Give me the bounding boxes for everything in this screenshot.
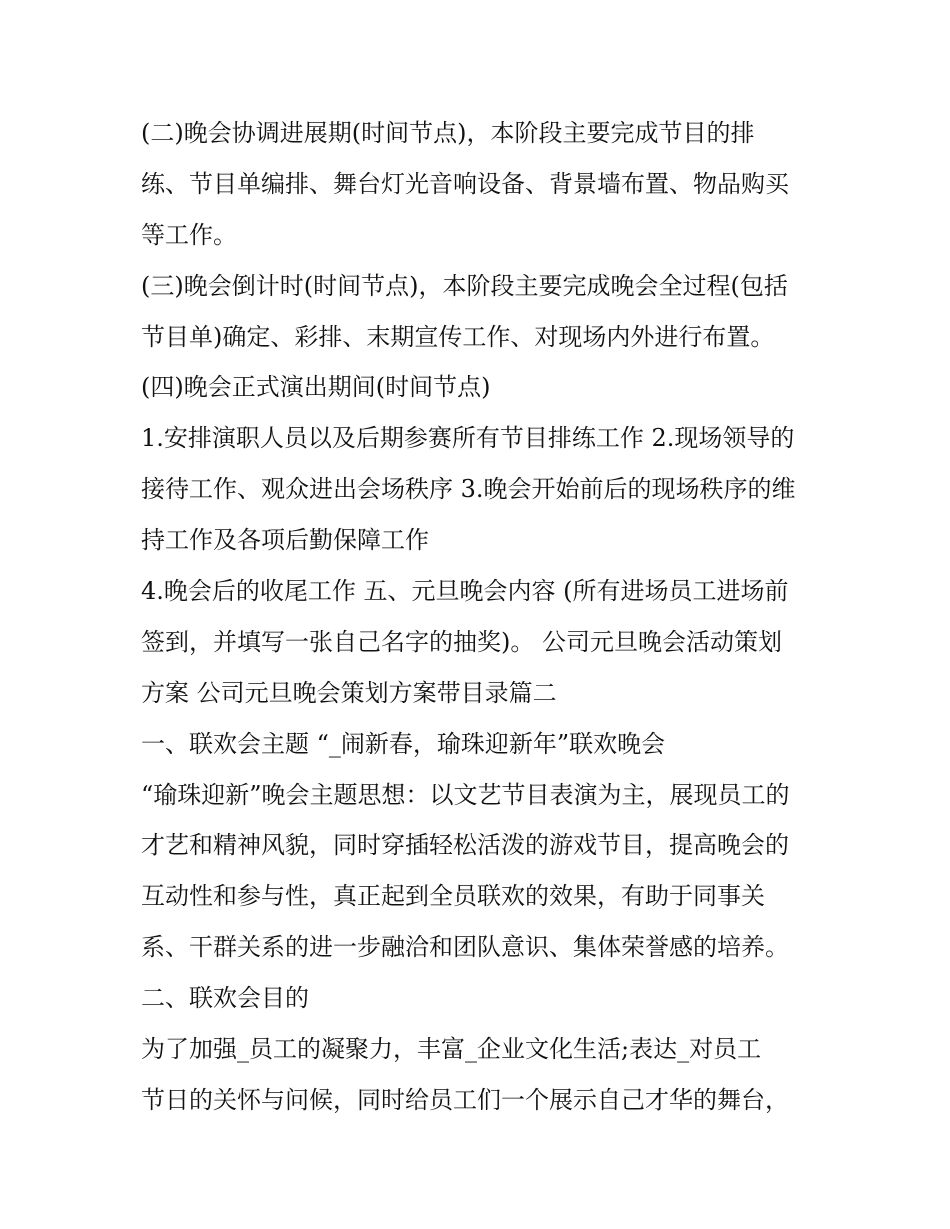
text-line: 等工作。 (141, 220, 237, 249)
text-line: 系、干群关系的进一步融洽和团队意识、集体荣誉感的培养。 (141, 933, 789, 962)
text-line: 持工作及各项后勤保障工作 (141, 526, 429, 555)
text-line: (三)晚会倒计时(时间节点)，本阶段主要完成晚会全过程(包括 (141, 271, 788, 300)
text-line: 1.安排演职人员以及后期参赛所有节目排练工作 2.现场领导的 (141, 424, 795, 453)
text-line: (二)晚会协调进展期(时间节点)，本阶段主要完成节目的排 (141, 119, 755, 147)
text-line: “瑜珠迎新”晚会主题思想：以文艺节目表演为主，展现员工的 (141, 780, 790, 809)
text-line: 节日的关怀与问候，同时给员工们一个展示自己才华的舞台， (141, 1085, 789, 1114)
document-body (141, 108, 821, 1126)
text-line: 才艺和精神风貌，同时穿插轻松活泼的游戏节目，提高晚会的 (141, 831, 789, 860)
text-line: (四)晚会正式演出期间(时间节点) (141, 373, 491, 402)
text-line: 二、联欢会目的 (141, 984, 309, 1013)
text-line: 接待工作、观众进出会场秩序 3.晚会开始前后的现场秩序的维 (141, 475, 796, 504)
text-line: 练、节目单编排、舞台灯光音响设备、背景墙布置、物品购买 (141, 169, 789, 198)
text-line: 签到，并填写一张自己名字的抽奖)。 公司元旦晚会活动策划 (141, 627, 782, 656)
text-line: 一、联欢会主题 “_闹新春，瑜珠迎新年”联欢晚会 (141, 729, 666, 758)
text-line: 4.晚会后的收尾工作 五、元旦晚会内容 (所有进场员工进场前 (141, 577, 789, 606)
text-line: 互动性和参与性，真正起到全员联欢的效果，有助于同事关 (141, 882, 765, 911)
text-line: 为了加强_员工的凝聚力，丰富_企业文化生活;表达_对员工 (141, 1035, 762, 1064)
text-line: 节目单)确定、彩排、末期宣传工作、对现场内外进行布置。 (141, 322, 775, 351)
text-line: 方案 公司元旦晚会策划方案带目录篇二 (141, 678, 557, 707)
